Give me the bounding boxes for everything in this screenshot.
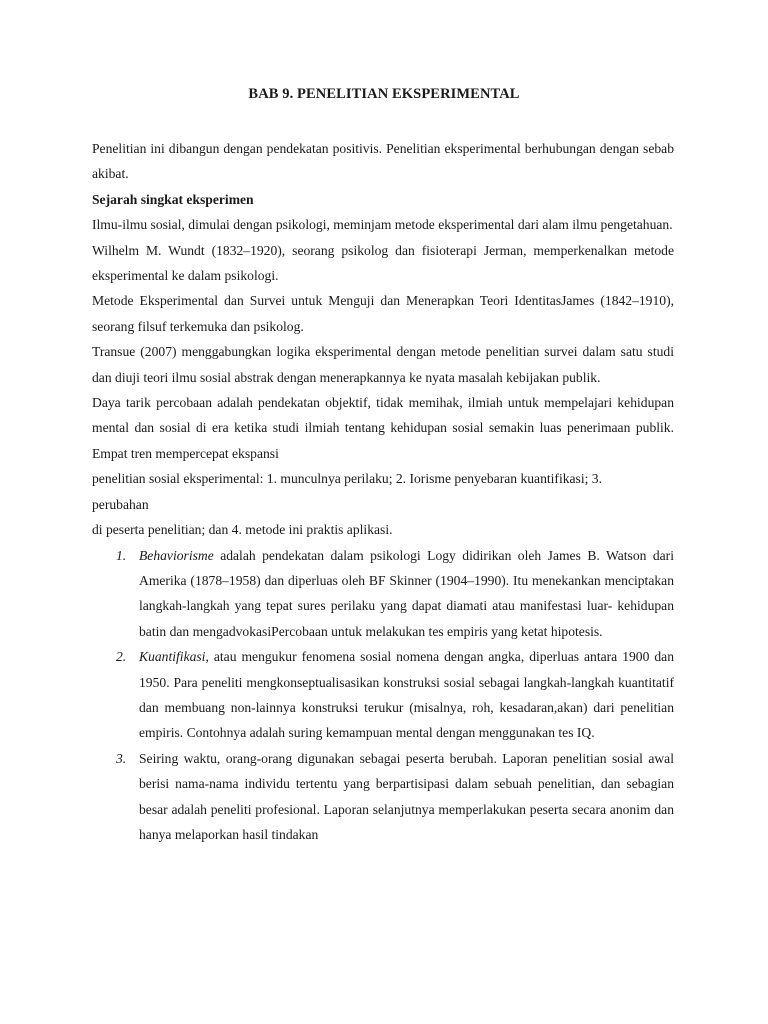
paragraph-2: Wilhelm M. Wundt (1832–1920), seorang psikolog dan fisioterapi Jerman, memperkenalkan metode eksperimental ke dalam psikologi. — [92, 242, 674, 284]
list-item — [92, 644, 674, 746]
fragment-line-1: penelitian sosial eksperimental: 1. munculnya perilaku; 2. Iorisme penyebaran kuantifikasi; 3. — [92, 471, 602, 487]
list-term: Kuantifikasi, — [139, 649, 209, 665]
list-text: Seiring waktu, orang-orang digunakan sebagai peserta berubah. Laporan penelitian sosial awal berisi nama-nama individu tertentu yang berpartisipasi dalam sebuah penelitian, dan sebagian besar adalah peneliti profesional. Laporan selanjutnya memperlakukan peserta secara anonim dan hanya melaporkan hasil tindakan — [139, 750, 674, 842]
fragment-line-2: perubahan — [92, 496, 149, 512]
list-text: atau mengukur fenomena sosial nomena dengan angka, diperluas antara 1900 dan 1950. Para peneliti mengkonseptualisasikan konstruksi sosial sebagai langkah-langkah kuantitatif dan membuang non-lainnya konstruksi terukur (misalnya, roh, kesadaran,akan) dari penelitian empiris. Contohnya adalah suring kemampuan mental dengan menggunakan tes IQ. — [139, 649, 674, 741]
paragraph-1: Ilmu-ilmu sosial, dimulai dengan psikologi, meminjam metode eksperimental dari alam ilmu pengetahuan. — [92, 217, 673, 233]
fragment-line-3: di peserta penelitian; dan 4. metode ini praktis aplikasi. — [92, 522, 393, 538]
paragraph-4: Transue (2007) menggabungkan logika eksperimental dengan metode penelitian survei dalam satu studi dan diuji teori ilmu sosial abstrak dengan menerapkannya ke nyata masalah kebijakan publik. — [92, 344, 674, 385]
list-text: adalah pendekatan dalam psikologi Logy didirikan oleh James B. Watson dari Amerika (1878–1958) dan diperluas oleh BF Skinner (1904–1990). Itu menekankan menciptakan langkah-langkah yang tepat sures perilaku yang dapat diamati atau manifestasi luar- kehidupan batin dan mengadvokasiPercobaan untuk melakukan tes empiris yang ketat hipotesis. — [139, 547, 674, 639]
chapter-title: BAB 9. PENELITIAN EKSPERIMENTAL — [248, 86, 520, 102]
list-number: 2. — [116, 649, 127, 665]
trend-list — [92, 543, 674, 848]
paragraph-3: Metode Eksperimental dan Survei untuk Menguji dan Menerapkan Teori IdentitasJames (1842–1910), seorang filsuf terkemuka dan psikolog. — [92, 293, 674, 334]
intro-paragraph: Penelitian ini dibangun dengan pendekatan positivis. Penelitian eksperimental berhubungan dengan sebab akibat. — [92, 141, 674, 182]
section-heading: Sejarah singkat eksperimen — [92, 191, 254, 207]
list-number: 1. — [116, 547, 127, 563]
paragraph-5: Daya tarik percobaan adalah pendekatan objektif, tidak memihak, ilmiah untuk mempelajari kehidupan mental dan sosial di era ketika studi ilmiah tentang kehidupan sosial semakin luas penerimaan publik. Empat tren mempercepat ekspansi — [92, 395, 674, 461]
document-body — [92, 136, 674, 847]
list-term: Behaviorisme — [139, 547, 214, 563]
list-item — [92, 543, 674, 645]
list-number: 3. — [116, 750, 127, 766]
list-item — [92, 746, 674, 848]
